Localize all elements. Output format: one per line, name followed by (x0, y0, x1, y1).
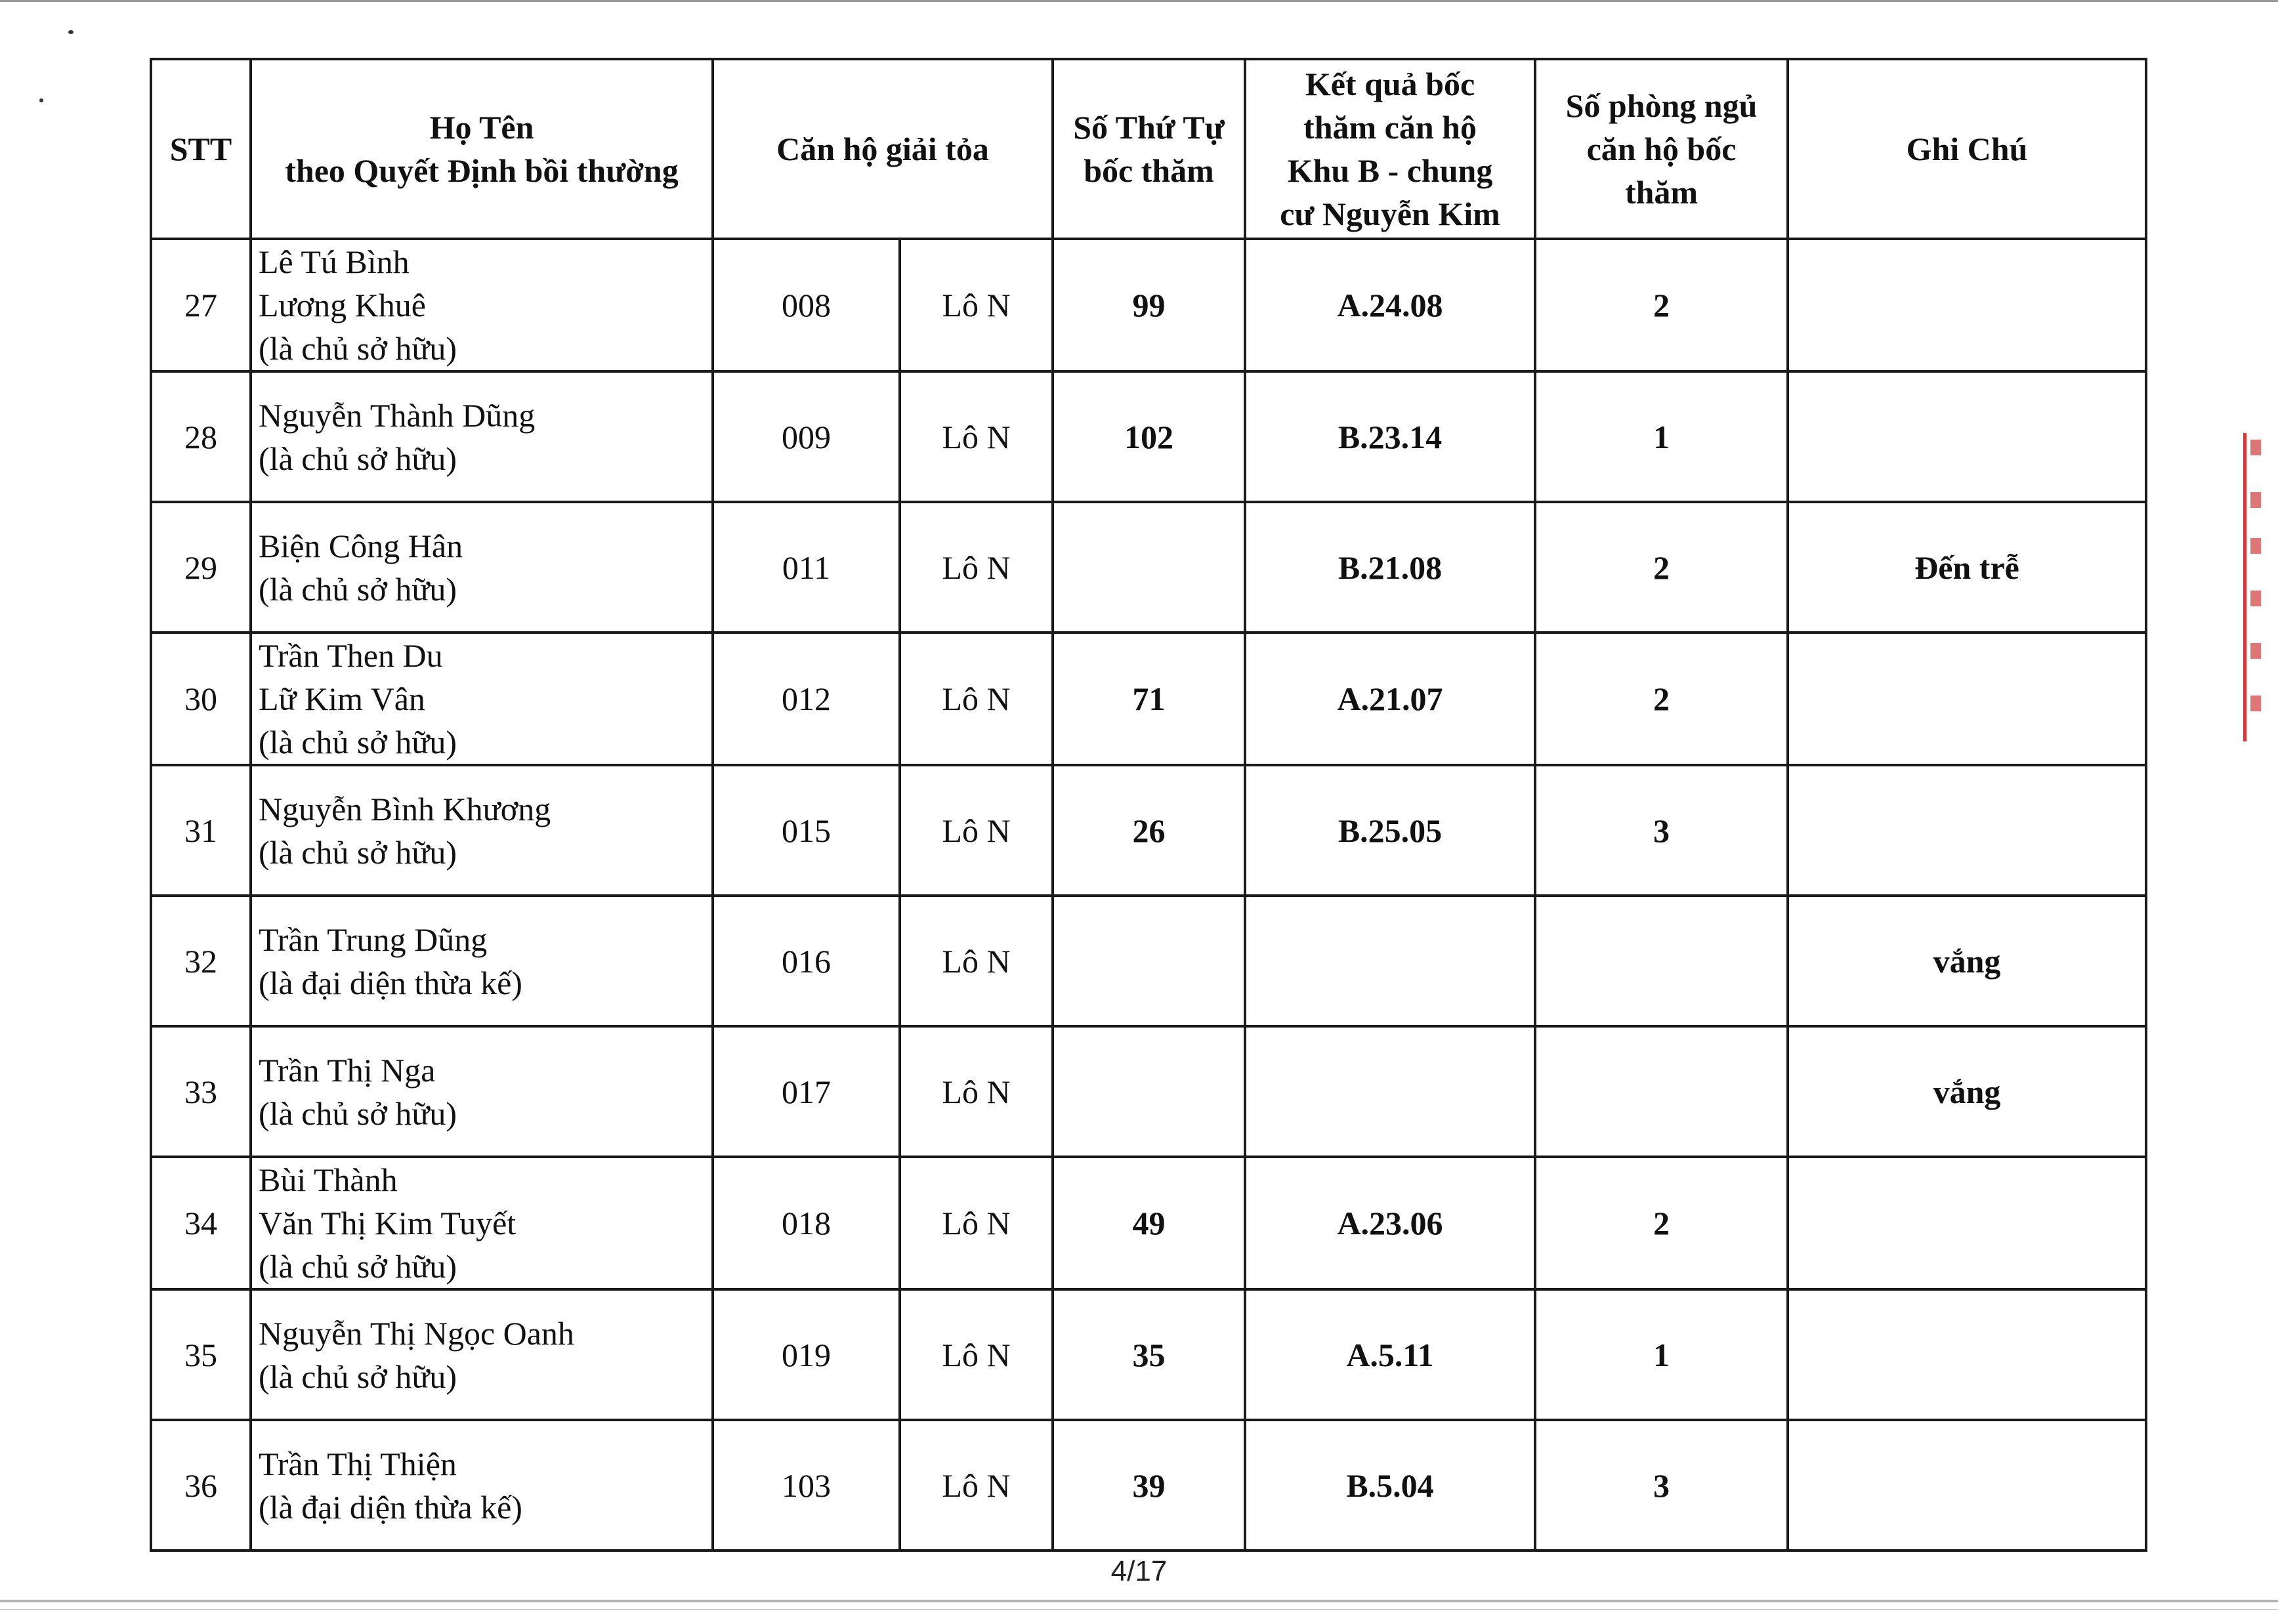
cell-note (1788, 239, 2146, 371)
cell-name (251, 633, 713, 765)
cell-draw-order (1053, 502, 1245, 633)
cell-lot: Lô N (900, 239, 1053, 371)
col-header-name-line1: Họ Tên (429, 109, 534, 146)
cell-name (251, 239, 713, 371)
cell-name-line: (là chủ sở hữu) (259, 1248, 457, 1285)
cell-draw-order (1053, 896, 1245, 1026)
cell-apartment-code: 015 (713, 765, 900, 896)
cell-draw-result (1245, 1026, 1535, 1157)
cell-name-line: (là chủ sở hữu) (259, 1094, 457, 1132)
col-header-rooms-line3: thăm (1624, 174, 1698, 211)
cell-name-line: Lương Khuê (259, 287, 426, 323)
cell-draw-order: 99 (1053, 239, 1245, 371)
cell-name-line: Nguyễn Bình Khương (259, 790, 551, 827)
cell-stt: 28 (151, 371, 251, 502)
scan-bottom-rule (0, 1600, 2278, 1602)
table-row (151, 896, 2146, 1026)
col-header-rooms-line2: căn hộ bốc (1586, 131, 1737, 167)
col-header-result-line4: cư Nguyễn Kim (1280, 196, 1500, 232)
cell-bedrooms: 3 (1535, 1420, 1788, 1551)
col-header-result-line2: thăm căn hộ (1303, 109, 1477, 146)
cell-bedrooms (1535, 1026, 1788, 1157)
cell-name-line: (là đại diện thừa kế) (259, 964, 522, 1001)
cell-stt: 35 (151, 1289, 251, 1420)
cell-bedrooms: 1 (1535, 371, 1788, 502)
red-seal-fragment (2243, 433, 2273, 741)
col-header-rooms (1535, 59, 1788, 239)
cell-name-line: (là chủ sở hữu) (259, 1358, 457, 1395)
col-header-apartment: Căn hộ giải tỏa (713, 59, 1053, 239)
cell-note (1788, 1157, 2146, 1289)
col-header-order-line2: bốc thăm (1084, 152, 1214, 189)
cell-draw-result: A.24.08 (1245, 239, 1535, 371)
table-row (151, 765, 2146, 896)
cell-lot: Lô N (900, 633, 1053, 765)
cell-lot: Lô N (900, 1157, 1053, 1289)
cell-apartment-code: 008 (713, 239, 900, 371)
cell-draw-order: 49 (1053, 1157, 1245, 1289)
cell-name (251, 896, 713, 1026)
cell-bedrooms: 3 (1535, 765, 1788, 896)
cell-note (1788, 633, 2146, 765)
cell-draw-order: 102 (1053, 371, 1245, 502)
cell-bedrooms: 2 (1535, 239, 1788, 371)
table-row (151, 239, 2146, 371)
page-number: 4/17 (1110, 1555, 1168, 1587)
cell-name (251, 1289, 713, 1420)
col-header-order-line1: Số Thứ Tự (1073, 109, 1225, 146)
cell-apartment-code: 011 (713, 502, 900, 633)
col-header-rooms-line1: Số phòng ngủ (1565, 87, 1758, 124)
cell-note (1788, 1289, 2146, 1420)
cell-draw-result: B.5.04 (1245, 1420, 1535, 1551)
cell-bedrooms: 1 (1535, 1289, 1788, 1420)
cell-name-line: (là chủ sở hữu) (259, 570, 457, 608)
cell-apartment-code: 009 (713, 371, 900, 502)
cell-note: vắng (1788, 1026, 2146, 1157)
scan-speck (39, 98, 43, 102)
cell-stt: 34 (151, 1157, 251, 1289)
scan-bottom-rule (0, 1609, 2278, 1610)
cell-lot: Lô N (900, 765, 1053, 896)
col-header-name (251, 59, 713, 239)
cell-name-line: Trần Thị Thiện (259, 1445, 457, 1482)
cell-name-line: Bùi Thành (259, 1161, 398, 1198)
cell-stt: 32 (151, 896, 251, 1026)
cell-draw-order (1053, 1026, 1245, 1157)
table-row (151, 502, 2146, 633)
cell-lot: Lô N (900, 1026, 1053, 1157)
col-header-result-line1: Kết quả bốc (1305, 66, 1475, 102)
cell-note (1788, 765, 2146, 896)
table-row (151, 1289, 2146, 1420)
cell-name-line: Lữ Kim Vân (259, 680, 425, 717)
cell-draw-result: A.23.06 (1245, 1157, 1535, 1289)
cell-draw-result: A.21.07 (1245, 633, 1535, 765)
cell-draw-result: B.21.08 (1245, 502, 1535, 633)
cell-name-line: Nguyễn Thị Ngọc Oanh (259, 1314, 574, 1352)
col-header-stt: STT (151, 59, 251, 239)
cell-name-line: Văn Thị Kim Tuyết (259, 1205, 517, 1241)
cell-note (1788, 371, 2146, 502)
cell-apartment-code: 016 (713, 896, 900, 1026)
cell-lot: Lô N (900, 1420, 1053, 1551)
cell-draw-order: 26 (1053, 765, 1245, 896)
cell-name-line: Trần Thị Nga (259, 1051, 436, 1089)
cell-stt: 30 (151, 633, 251, 765)
cell-stt: 27 (151, 239, 251, 371)
cell-name-line: Nguyễn Thành Dũng (259, 396, 536, 434)
col-header-order (1053, 59, 1245, 239)
cell-lot: Lô N (900, 896, 1053, 1026)
lottery-results-table (150, 58, 2147, 1552)
cell-draw-order: 35 (1053, 1289, 1245, 1420)
cell-name-line: Biện Công Hân (259, 527, 463, 564)
cell-name (251, 765, 713, 896)
table-row (151, 633, 2146, 765)
table-row (151, 371, 2146, 502)
cell-apartment-code: 103 (713, 1420, 900, 1551)
cell-apartment-code: 018 (713, 1157, 900, 1289)
scan-speck (68, 30, 74, 34)
cell-stt: 29 (151, 502, 251, 633)
cell-draw-result: B.25.05 (1245, 765, 1535, 896)
col-header-result (1245, 59, 1535, 239)
cell-bedrooms: 2 (1535, 1157, 1788, 1289)
cell-lot: Lô N (900, 371, 1053, 502)
cell-apartment-code: 019 (713, 1289, 900, 1420)
cell-bedrooms: 2 (1535, 502, 1788, 633)
cell-lot: Lô N (900, 1289, 1053, 1420)
cell-name (251, 1026, 713, 1157)
scan-top-rule (0, 0, 2278, 2)
col-header-result-line3: Khu B - chung (1287, 152, 1493, 189)
cell-apartment-code: 017 (713, 1026, 900, 1157)
cell-draw-order: 39 (1053, 1420, 1245, 1551)
cell-name-line: Trần Trung Dũng (259, 921, 488, 958)
table-row (151, 1420, 2146, 1551)
cell-name-line: Lê Tú Bình (259, 243, 410, 280)
cell-draw-result: A.5.11 (1245, 1289, 1535, 1420)
cell-name (251, 502, 713, 633)
cell-apartment-code: 012 (713, 633, 900, 765)
cell-draw-order: 71 (1053, 633, 1245, 765)
cell-name-line: Trần Then Du (259, 637, 443, 674)
col-header-note: Ghi Chú (1788, 59, 2146, 239)
cell-draw-result: B.23.14 (1245, 371, 1535, 502)
cell-name-line: (là chủ sở hữu) (259, 724, 457, 760)
table-row (151, 1026, 2146, 1157)
cell-draw-result (1245, 896, 1535, 1026)
col-header-name-line2: theo Quyết Định bồi thường (285, 152, 679, 189)
cell-stt: 33 (151, 1026, 251, 1157)
cell-note (1788, 1420, 2146, 1551)
cell-stt: 36 (151, 1420, 251, 1551)
header-row (151, 59, 2146, 239)
cell-note: Đến trễ (1788, 502, 2146, 633)
cell-name-line: (là đại diện thừa kế) (259, 1488, 522, 1526)
cell-name-line: (là chủ sở hữu) (259, 330, 457, 367)
cell-name-line: (là chủ sở hữu) (259, 833, 457, 871)
table-row (151, 1157, 2146, 1289)
cell-stt: 31 (151, 765, 251, 896)
cell-lot: Lô N (900, 502, 1053, 633)
cell-bedrooms: 2 (1535, 633, 1788, 765)
cell-name (251, 1420, 713, 1551)
cell-note: vắng (1788, 896, 2146, 1026)
cell-name-line: (là chủ sở hữu) (259, 440, 457, 477)
cell-name (251, 371, 713, 502)
cell-bedrooms (1535, 896, 1788, 1026)
cell-name (251, 1157, 713, 1289)
